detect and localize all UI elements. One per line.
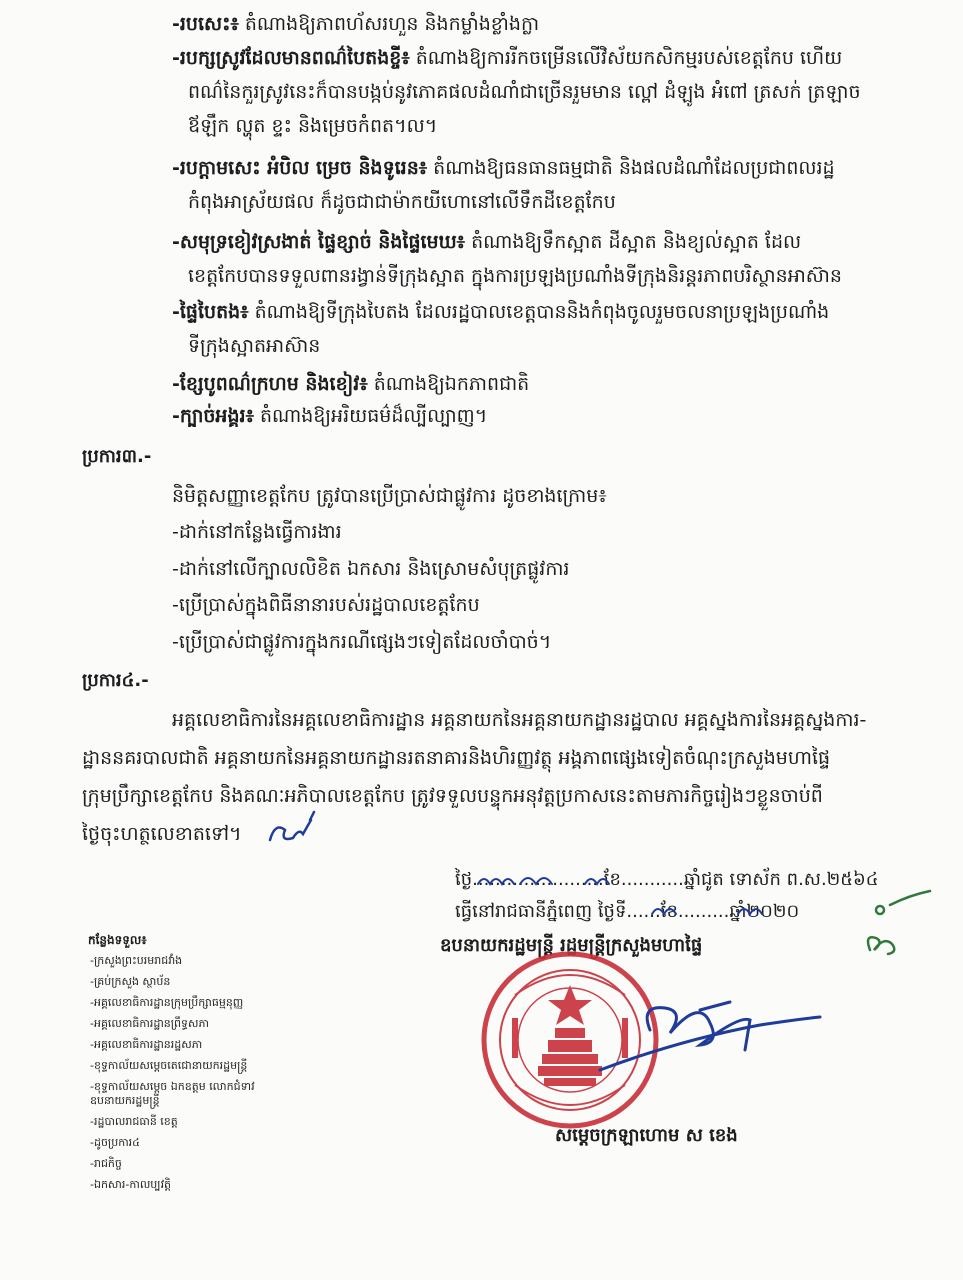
recipient-item: -អគ្គលេខាធិការដ្ឋានក្រុមប្រឹក្សាធម្មនុញ្ញ [90,996,244,1009]
article-3-intro: និមិត្តសញ្ញាខេត្តកែប ត្រូវបានប្រើប្រាស់ជាផ្លូវការ ដូចខាងក្រោម៖ [172,485,607,507]
article-4-paragraph-line: ថ្ងៃចុះហត្ថលេខាតទៅ។ [82,823,242,845]
recipients-title: កន្លែងទទួល៖ [88,933,147,947]
recipient-item: -អគ្គលេខាធិការដ្ឋានព្រឹទ្ធសភា [90,1017,209,1030]
article-4-paragraph-line: ដ្ឋាននគរបាលជាតិ អគ្គនាយកនៃអគ្គនាយកដ្ឋានរតនាគារនិងហិរញ្ញវត្ថុ អង្គភាពផ្សេងទៀតចំណុះក្រសួងមហាផ្ទៃ [82,747,831,769]
article-3-item: -ដាក់នៅលើក្បាលលិខិត ឯកសារ និងស្រោមសំបុត្រផ្លូវការ [172,558,570,580]
article-4-heading: ប្រការ៤.- [82,670,149,691]
symbol-meaning-label: -របក្សស្រូវដែលមានពណ៌បៃតងខ្ចី៖ [172,47,410,69]
article-4-paragraph-line: ក្រុមប្រឹក្សាខេត្តកែប និងគណៈអភិបាលខេត្តកែប ត្រូវទទួលបន្ទុកអនុវត្តប្រកាសនេះតាមភារកិច្ចរៀងៗខ្លួនចាប់ពី [82,785,823,807]
recipient-item: -អគ្គលេខាធិការដ្ឋានរដ្ឋសភា [90,1038,203,1051]
green-initials-icon [868,891,930,954]
recipient-item: -ដូចប្រការ៤ [90,1136,140,1149]
lunar-date: ថ្ងៃ.......................ខែ...........ឆ្នាំជូត ទោស័ក ព.ស.២៥៦៤ [455,869,879,890]
symbol-meaning-text: តំណាងឱ្យអរិយធម៌ដ៏ល្បីល្បាញ។ [253,405,488,427]
symbol-meaning-continuation: កំពុងអាស្រ័យផល ក៏ដូចជាជាម៉ាកយីហោនៅលើទឹកដីខេត្តកែប [188,191,616,213]
symbol-meaning-continuation: ឪឡឹក ល្ហុត ខ្ទះ និងម្រេចកំពត។ល។ [188,115,438,137]
symbol-meaning-text: តំណាងឱ្យឯកភាពជាតិ [367,373,530,395]
recipient-item: -ខុទ្ទកាល័យសម្តេច ឯកឧត្តម លោកជំទាវ [90,1080,255,1093]
article-3-item: -ប្រើប្រាស់ជាផ្លូវការក្នុងករណីផ្សេងៗទៀតដែលចាំបាច់។ [172,631,552,653]
recipient-item: -គ្រប់ក្រសួង ស្ថាប័ន [90,975,171,988]
symbol-meaning-continuation: ពណ៌នៃកួរស្រូវនេះក៏បានបង្កប់នូវភោគផលដំណាំជាច្រើនរួមមាន ល្ពៅ ដំឡូង អំពៅ ត្រសក់ ត្រឡាច [188,81,861,103]
recipient-item: -រដ្ឋបាលរាជធានី ខេត្ត [90,1115,178,1128]
symbol-meaning-text: តំណាងឱ្យទឹកស្អាត ដីស្អាត និងខ្យល់ស្អាត ដែល [465,231,802,253]
article-3-item: -ដាក់នៅកន្លែងធ្វើការងារ [172,521,342,543]
symbol-meaning-label: -របក្តាមសេះ អំបិល ម្រេច និងទូរេន៖ [172,157,428,179]
symbol-meaning-text: តំណាងឱ្យធនធានធម្មជាតិ និងផលដំណាំដែលប្រជាពលរដ្ឋ [427,157,835,179]
minister-signature-icon [600,1002,820,1070]
article-3-item: -ប្រើប្រាស់ក្នុងពិធីនានារបស់រដ្ឋបាលខេត្តកែប [172,594,480,616]
signatory-title: ឧបនាយករដ្ឋមន្ត្រី រដ្ឋមន្ត្រីក្រសួងមហាផ្ទៃ [440,935,703,956]
handwritten-date-icon [478,878,762,914]
article-4-paragraph-line: អគ្គលេខាធិការនៃអគ្គលេខាធិការដ្ឋាន អគ្គនាយកនៃអគ្គនាយកដ្ឋានរដ្ឋបាល អគ្គស្នងការនៃអគ្គស្នងការ- [172,709,867,731]
signatory-name: សម្តេចក្រឡាហោម ស ខេង [555,1125,738,1146]
symbol-meaning-text: តំណាងឱ្យការរីកចម្រើនលើវិស័យកសិកម្មរបស់ខេត្តកែប ហើយ [409,47,843,69]
recipient-item: -ឯកសារ-កាលប្បវត្តិ [90,1178,172,1191]
symbol-meaning-continuation: ទីក្រុងស្អាតអាស៊ាន [188,335,321,357]
place-and-date: ធ្វើនៅរាជធានីភ្នំពេញ ថ្ងៃទី......ខែ.........ឆ្នាំ២០២០ [455,901,800,922]
article-4-initials-icon [270,812,314,840]
recipient-item: -ក្រសួងព្រះបរមរាជវាំង [90,954,183,967]
symbol-meaning-label: -ក្បាច់អង្គរ៖ [172,405,254,427]
recipient-item: ឧបនាយករដ្ឋមន្ត្រី [90,1094,160,1107]
article-3-heading: ប្រការ៣.- [82,446,152,467]
official-seal-icon [484,954,656,1126]
symbol-meaning-label: -សមុទ្រខៀវស្រងាត់ ផ្ទៃខ្សាច់ និងផ្ទៃមេឃ៖ [172,231,466,253]
recipient-item: -រាជកិច្ច [90,1157,122,1170]
symbol-meaning-label: -ខ្សែបូពណ៌ក្រហម និងខៀវ៖ [172,373,368,395]
symbol-meaning-text: តំណាងឱ្យទីក្រុងបៃតង ដែលរដ្ឋបាលខេត្តបាននិងកំពុងចូលរួមចលនាប្រឡងប្រណាំង [248,301,830,323]
symbol-meaning-continuation: ខេត្តកែបបានទទួលពានរង្វាន់ទីក្រុងស្អាត ក្នុងការប្រឡងប្រណាំងទីក្រុងនិរន្តរភាពបរិស្ថានអាស៊ាន [188,265,842,287]
symbol-meaning-label: -របសេះ៖ [172,13,239,35]
symbol-meaning-text: តំណាងឱ្យភាពហ័សរហួន និងកម្លាំងខ្លាំងក្លា [238,13,540,35]
recipient-item: -ខុទ្ទកាល័យសម្តេចតេជោនាយករដ្ឋមន្ត្រី [90,1059,248,1072]
symbol-meaning-label: -ផ្ទៃបៃតង៖ [172,301,249,323]
